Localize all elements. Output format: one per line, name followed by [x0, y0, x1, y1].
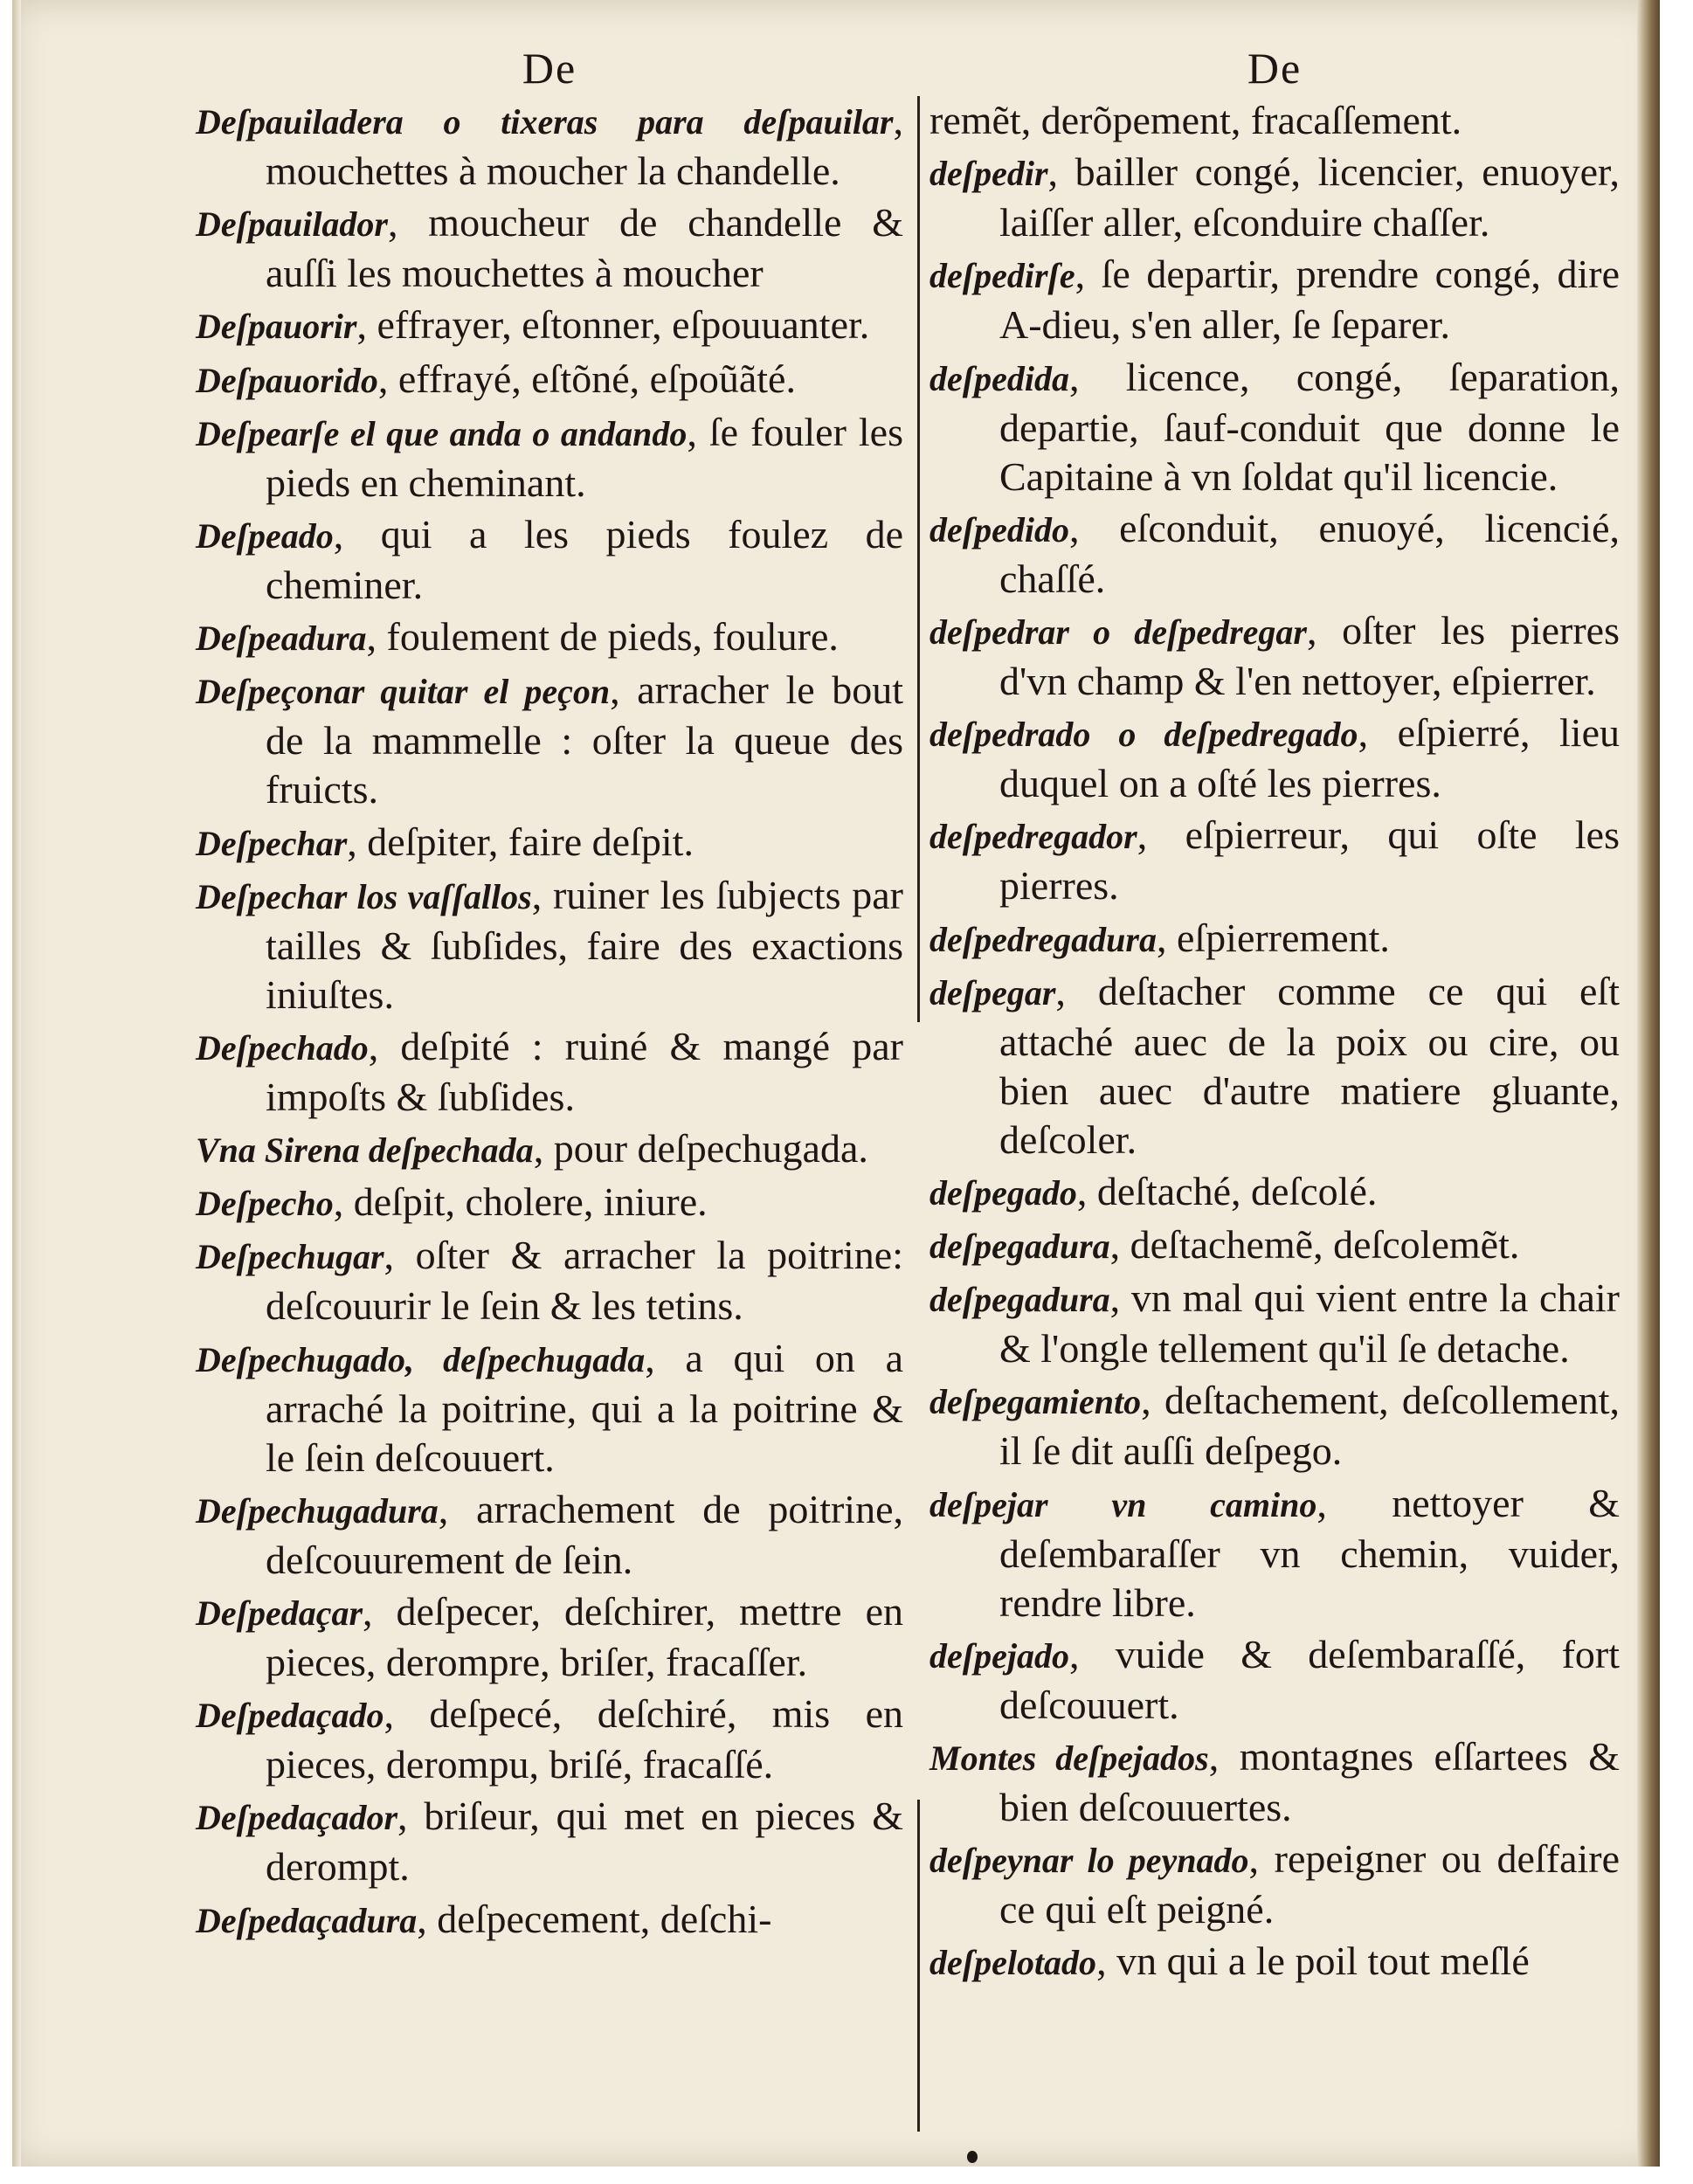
dictionary-entry: [929, 1937, 1620, 1987]
right-entries: [929, 96, 1620, 1987]
dictionary-entry: [929, 353, 1620, 501]
dictionary-entry: [196, 510, 903, 610]
entry-definition: , ruiner les ſubjects par tailles & ſubſides, faire des exactions iniuſtes.: [266, 872, 903, 1017]
entry-definition: , briſeur, qui met en pieces & derompt.: [266, 1794, 903, 1890]
entry-headword: deſpejar vn camino: [929, 1484, 1317, 1524]
entry-definition: , arrachement de poitrine, deſcouurement de ſein.: [266, 1486, 903, 1582]
dictionary-entry: [196, 1334, 903, 1482]
entry-definition: , deſpité : ruiné & mangé par impoſts & ſubſides.: [266, 1023, 903, 1119]
left-running-header: De: [522, 44, 577, 93]
entry-headword: deſpeynar lo peynado: [929, 1841, 1249, 1881]
entry-headword: Deſpechar: [196, 823, 348, 863]
dictionary-entry: [929, 1376, 1620, 1476]
left-entries: [196, 96, 903, 1946]
dictionary-entry: [929, 1220, 1620, 1271]
entry-headword: deſpedida: [929, 358, 1069, 398]
entry-headword: Deſpechugado, deſpechugada: [196, 1339, 646, 1379]
dictionary-entry: [196, 1895, 903, 1946]
entry-definition: , oſter & arracher la poitrine: deſcouurir le ſein & les tetins.: [266, 1233, 903, 1329]
dictionary-entry: [196, 301, 903, 351]
dictionary-entry: [196, 1485, 903, 1585]
entry-definition: , deſpecé, deſchiré, mis en pieces, derompu, briſé, fracaſſé.: [266, 1691, 903, 1787]
entry-definition: , effrayé, eſtõné, eſpoũãté.: [377, 356, 796, 401]
entry-headword: deſpegar: [929, 972, 1056, 1013]
dictionary-entry: [196, 1231, 903, 1330]
dictionary-entry: [929, 1479, 1620, 1628]
left-column: [196, 40, 903, 1948]
entry-definition: , mouchettes à moucher la chandelle.: [266, 98, 903, 193]
printer-ornament-dot: [967, 2151, 978, 2163]
entry-headword: deſpedido: [929, 509, 1069, 549]
entry-definition: , licence, congé, ſeparation, departie, ſauf-conduit que donne le Capitaine à vn ſoldat qu'il licencie.: [999, 354, 1620, 499]
dictionary-entry: [929, 96, 1620, 145]
entry-definition: , vn qui a le poil tout meſlé: [1096, 1939, 1530, 1984]
entry-headword: deſpedrar o deſpedregar: [929, 612, 1307, 652]
entry-headword: Deſpedaçado: [196, 1696, 384, 1736]
entry-headword: Deſpedaçar: [196, 1593, 363, 1633]
entry-headword: Deſpauilador: [196, 204, 388, 245]
dictionary-entry: [196, 666, 903, 814]
dictionary-entry: [196, 1178, 903, 1228]
page-binding-edge: [1637, 0, 1660, 2167]
entry-definition: , deſtachement, deſcollement, il ſe dit auſſi deſpego.: [999, 1378, 1620, 1474]
dictionary-entry: [196, 198, 903, 298]
entry-definition: , oſter les pierres d'vn champ & l'en nettoyer, eſpierrer.: [999, 607, 1620, 703]
entry-definition: , effrayer, eſtonner, eſpouuanter.: [356, 302, 870, 348]
entry-definition: , deſpit, cholere, iniure.: [333, 1179, 708, 1225]
entry-definition: , eſpierreur, qui oſte les pierres.: [999, 812, 1620, 909]
entry-headword: deſpegadura: [929, 1227, 1110, 1267]
entry-definition: , nettoyer & deſembaraſſer vn chemin, vuider, rendre libre.: [999, 1480, 1620, 1625]
entry-headword: Deſpauiladera o tixeras para deſpauilar: [196, 102, 894, 142]
entry-definition: , deſtachemẽ, deſcolemẽt.: [1109, 1222, 1520, 1268]
book-page: [12, 0, 1660, 2167]
entry-headword: deſpegamiento: [929, 1382, 1142, 1422]
entry-headword: deſpedregadura: [929, 919, 1157, 959]
entry-definition: , eſconduit, enuoyé, licencié, chaſſé.: [999, 505, 1620, 601]
entry-headword: deſpelotado: [929, 1943, 1097, 1983]
entry-definition: , eſpierrement.: [1156, 915, 1390, 960]
dictionary-entry: [929, 967, 1620, 1165]
dictionary-entry: [929, 504, 1620, 604]
entry-definition: , ſe departir, prendre congé, dire A-dieu, s'en aller, ſe ſeparer.: [999, 252, 1620, 348]
entry-headword: Deſpeadura: [196, 619, 367, 659]
entry-headword: Deſpeado: [196, 515, 334, 556]
entry-headword: Deſpecho: [196, 1184, 334, 1224]
entry-headword: Deſpearſe el que anda o andando: [196, 413, 688, 453]
entry-definition: , vuide & deſembaraſſé, fort deſcouuert.: [999, 1631, 1620, 1727]
dictionary-entry: [196, 96, 903, 196]
entry-definition: , arracher le bout de la mammelle : oſter la queue des fruicts.: [266, 667, 903, 812]
dictionary-entry: [196, 871, 903, 1019]
dictionary-entry: [929, 148, 1620, 247]
entry-headword: deſpejado: [929, 1635, 1069, 1676]
dictionary-entry: [929, 1835, 1620, 1934]
dictionary-entry: [196, 1792, 903, 1891]
entry-headword: deſpegadura: [929, 1280, 1110, 1320]
entry-headword: Deſpedaçadura: [196, 1900, 418, 1940]
entry-definition: , ſe fouler les pieds en cheminant.: [266, 409, 903, 505]
entry-headword: Vna Sirena deſpechada: [196, 1130, 534, 1171]
entry-definition: , repeigner ou deſfaire ce qui eſt peigné.: [999, 1836, 1620, 1932]
dictionary-entry: [929, 914, 1620, 964]
entry-definition: , pour deſpechugada.: [533, 1126, 868, 1171]
dictionary-entry: [929, 1274, 1620, 1373]
entry-headword: Deſpechugadura: [196, 1490, 439, 1531]
entry-definition: , deſtacher comme ce qui eſt attaché auec de la poix ou cire, ou bien auec d'autre matiere gluante, deſcoler.: [999, 968, 1620, 1162]
entry-headword: deſpedir: [929, 154, 1048, 194]
dictionary-entry: [196, 1124, 903, 1175]
entry-headword: Deſpedaçador: [196, 1798, 398, 1838]
right-column: [929, 40, 1620, 1991]
entry-headword: Deſpauorir: [196, 307, 357, 347]
dictionary-entry: [929, 1732, 1620, 1832]
entry-definition: , eſpierré, lieu duquel on a oſté les pierres.: [999, 710, 1620, 806]
entry-headword: Deſpechado: [196, 1027, 369, 1068]
dictionary-entry: [196, 355, 903, 405]
dictionary-entry: [196, 1587, 903, 1687]
right-running-header: De: [1247, 44, 1303, 93]
entry-headword: Montes deſpejados: [929, 1738, 1209, 1778]
dictionary-entry: [196, 818, 903, 868]
dictionary-entry: [929, 250, 1620, 349]
dictionary-entry: [929, 811, 1620, 910]
entry-definition: , qui a les pieds foulez de cheminer.: [266, 511, 903, 607]
entry-headword: deſpegado: [929, 1172, 1077, 1213]
dictionary-entry: [929, 1630, 1620, 1730]
entry-headword: Deſpechugar: [196, 1237, 384, 1277]
dictionary-entry: [196, 1690, 903, 1789]
entry-headword: Deſpeçonar quitar el peçon: [196, 672, 611, 712]
entry-headword: deſpedirſe: [929, 256, 1075, 296]
entry-definition: , moucheur de chandelle & auſſi les mouchettes à moucher: [266, 200, 903, 296]
dictionary-entry: [196, 612, 903, 663]
column-divider-bottom: [917, 1800, 920, 2132]
entry-headword: Deſpechar los vaſſallos: [196, 876, 532, 916]
entry-definition: , vn mal qui vient entre la chair & l'ongle tellement qu'il ſe detache.: [999, 1275, 1620, 1372]
entry-definition: , bailler congé, licencier, enuoyer, laiſſer aller, eſconduire chaſſer.: [999, 149, 1620, 245]
dictionary-entry: [196, 1022, 903, 1122]
page-gutter-shadow: [12, 0, 21, 2167]
dictionary-entry: [929, 708, 1620, 808]
entry-definition: , deſpecer, deſchirer, mettre en pieces, derompre, briſer, fracaſſer.: [266, 1589, 903, 1684]
entry-definition: , deſpiter, faire deſpit.: [347, 819, 694, 864]
entry-headword: deſpedregador: [929, 817, 1137, 857]
entry-definition: , a qui on a arraché la poitrine, qui a la poitrine & le ſein deſcouuert.: [266, 1335, 903, 1480]
entry-definition: , deſpecement, deſchi-: [417, 1896, 772, 1941]
entry-definition: remẽt, derõpement, fracaſſement.: [929, 98, 1462, 142]
entry-headword: deſpedrado o deſpedregado: [929, 715, 1358, 755]
dictionary-entry: [196, 408, 903, 508]
entry-headword: Deſpauorido: [196, 360, 378, 400]
dictionary-entry: [929, 1167, 1620, 1218]
entry-definition: , deſtaché, deſcolé.: [1076, 1168, 1378, 1213]
entry-definition: , foulement de pieds, foulure.: [366, 614, 839, 660]
entry-definition: , montagnes eſſartees & bien deſcouuertes.: [999, 1734, 1620, 1829]
column-divider-top: [917, 96, 920, 1022]
dictionary-entry: [929, 606, 1620, 706]
